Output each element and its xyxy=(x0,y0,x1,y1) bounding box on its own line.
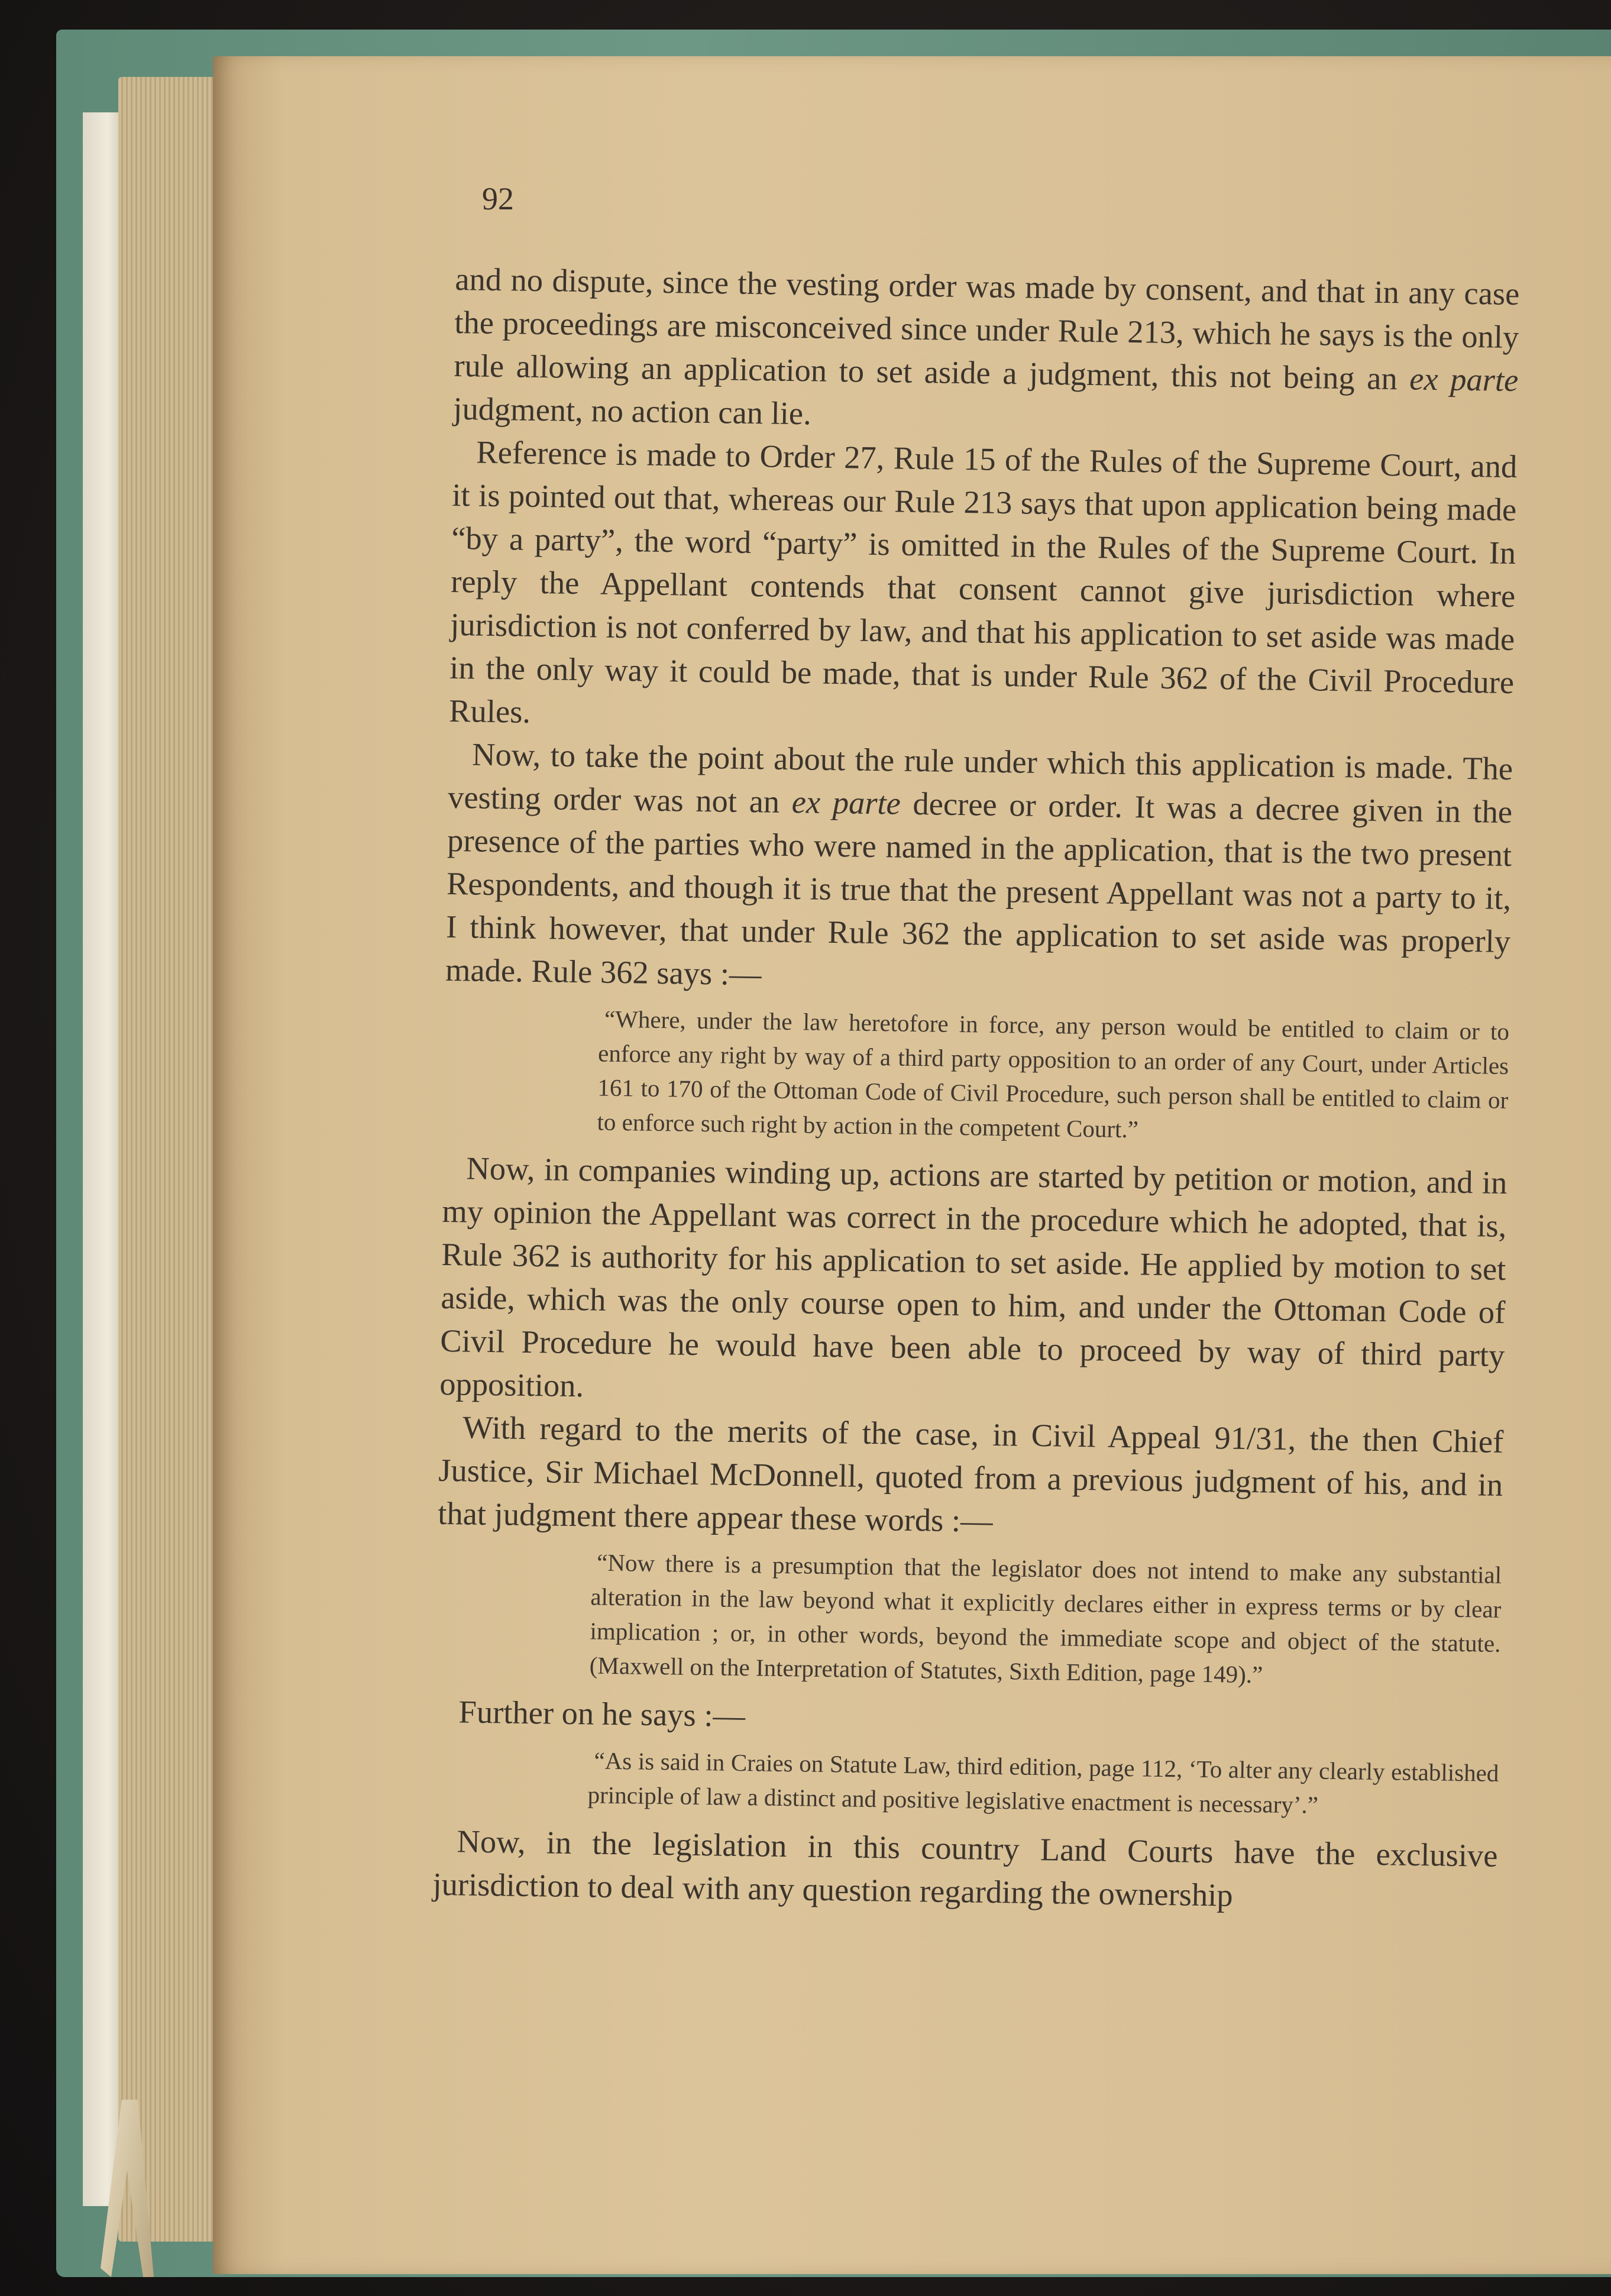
italic-term: ex parte xyxy=(1409,360,1519,399)
text-run: Reference is made to Order 27, Rule 15 of the Rules of the Supreme Court, and it is pointed out that, whereas our Rule 213 says that upon application being made “by a party”, the word “party” is omitted in the Rules of the Supreme Court. In reply the Appellant contends that consent cannot give jurisdiction where jurisdiction is not conferred by law, and that his application to set aside was made in the only way it could be made, that is under Rule 362 of the Civil Procedure Rules. xyxy=(448,434,1518,730)
page-number: 92 xyxy=(482,181,514,216)
text-run: Now, to take the point about the rule under which this application is made. The vesting order was not an xyxy=(447,736,1513,820)
text-run: “As is said in Craies on Statute Law, third edition, page 112, ‘To alter any clearly established principle of law a distinct and positive legislative enactment is necessary’.” xyxy=(587,1747,1499,1819)
text-run: “Where, under the law heretofore in force, any person would be entitled to claim or to enforce any right by way of a third party opposition to an order of any Court, under Articles 161 to 170 of the Ottoman Code of Civil Procedure, such person shall be entitled to claim or to enforce such right by action in the competent Court.” xyxy=(597,1005,1510,1143)
italic-term: ex parte xyxy=(791,784,901,822)
text-run: decree or order. It was a decree given in the presence of the parties who were named in the application, that is the two present Respondents, and though it is true that the present Appellant was not a party to it, I think however, that under Rule 362 the application to set aside was properly made. Rule 362 says :— xyxy=(445,785,1513,992)
text-run: Now, in companies winding up, actions are started by petition or motion, and in my opinion the Appellant was correct in the procedure which he adopted, that is, Rule 362 is authority for his application to set aside. He applied by motion to set aside, which was the only course open to him, and under the Ottoman Code of Civil Procedure he would have been able to proceed by way of third party opposition. xyxy=(439,1150,1508,1404)
paragraph xyxy=(449,430,1518,747)
paragraph xyxy=(445,732,1513,1006)
block-quote xyxy=(587,1743,1499,1824)
text-run: judgment, no action can lie. xyxy=(453,390,812,432)
paragraph xyxy=(438,1405,1504,1550)
text-run: Further on he says :— xyxy=(458,1693,746,1734)
text-run: “Now there is a presumption that the legislator does not intend to make any substantial alteration in the law beyond what it explicitly declares either in express terms or by clear implication ; or, in other words, beyond the immediate scope and object of the statute. (Maxwell on the Interpretation of Statutes, Sixth Edition, page 149).” xyxy=(589,1548,1502,1689)
paragraph xyxy=(435,1690,1500,1748)
paragraph xyxy=(453,257,1520,445)
paragraph xyxy=(439,1146,1508,1420)
text-run: Now, in the legislation in this country Land Courts have the exclusive jurisdiction to deal with any question regarding the ownership xyxy=(432,1823,1498,1913)
page-body-text xyxy=(432,257,1520,1920)
paragraph xyxy=(432,1819,1498,1920)
text-run: With regard to the merits of the case, in Civil Appeal 91/31, the then Chief Justice, Sir Michael McDonnell, quoted from a previous judgment of his, and in that judgment there appear these words :— xyxy=(437,1409,1504,1539)
block-quote xyxy=(597,1002,1509,1152)
block-quote xyxy=(589,1545,1502,1694)
text-run: and no dispute, since the vesting order was made by consent, and that in any case the proceedings are misconceived since under Rule 213, which he says is the only rule allowing an application to set aside a judgment, this not being an xyxy=(454,260,1520,397)
